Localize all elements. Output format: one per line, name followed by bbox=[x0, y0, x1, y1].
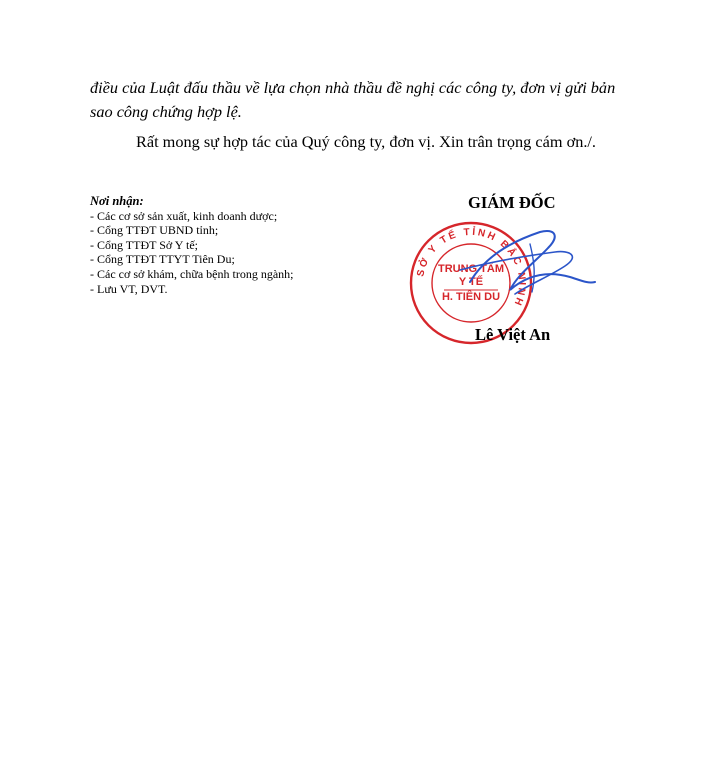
recipient-item: - Các cơ sở sản xuất, kinh doanh dược; bbox=[90, 208, 278, 223]
recipient-item: - Cổng TTĐT Sở Y tế; bbox=[90, 237, 199, 252]
signer-title: GIÁM ĐỐC bbox=[468, 193, 556, 212]
body-paragraph-line-2: sao công chứng hợp lệ. bbox=[90, 102, 242, 121]
recipients-heading: Nơi nhận: bbox=[90, 194, 144, 208]
recipient-item: - Cổng TTĐT TTYT Tiên Du; bbox=[90, 252, 235, 267]
thanks-paragraph: Rất mong sự hợp tác của Quý công ty, đơn vị. Xin trân trọng cám ơn./. bbox=[136, 132, 596, 151]
seal-ring-text: SỞ Y TẾ TỈNH BẮC NINH bbox=[415, 226, 528, 309]
recipients-block bbox=[90, 194, 293, 296]
handwritten-signature bbox=[430, 222, 600, 312]
recipient-item: - Lưu VT, DVT. bbox=[90, 281, 168, 296]
recipient-item: - Cổng TTĐT UBND tỉnh; bbox=[90, 223, 219, 238]
seal-center-line-2: Y TẾ bbox=[458, 276, 484, 288]
seal-center-line-1: TRUNG TÂM bbox=[438, 263, 504, 275]
recipient-item: - Các cơ sở khám, chữa bệnh trong ngành; bbox=[90, 266, 294, 281]
body-paragraph-line-1: điều của Luật đấu thầu về lựa chọn nhà thầu đề nghị các công ty, đơn vị gửi bản bbox=[90, 78, 616, 97]
seal-center-line-3: H. TIÊN DU bbox=[441, 291, 501, 303]
recipients-list bbox=[90, 209, 293, 297]
signer-name: Lê Việt An bbox=[475, 325, 551, 344]
